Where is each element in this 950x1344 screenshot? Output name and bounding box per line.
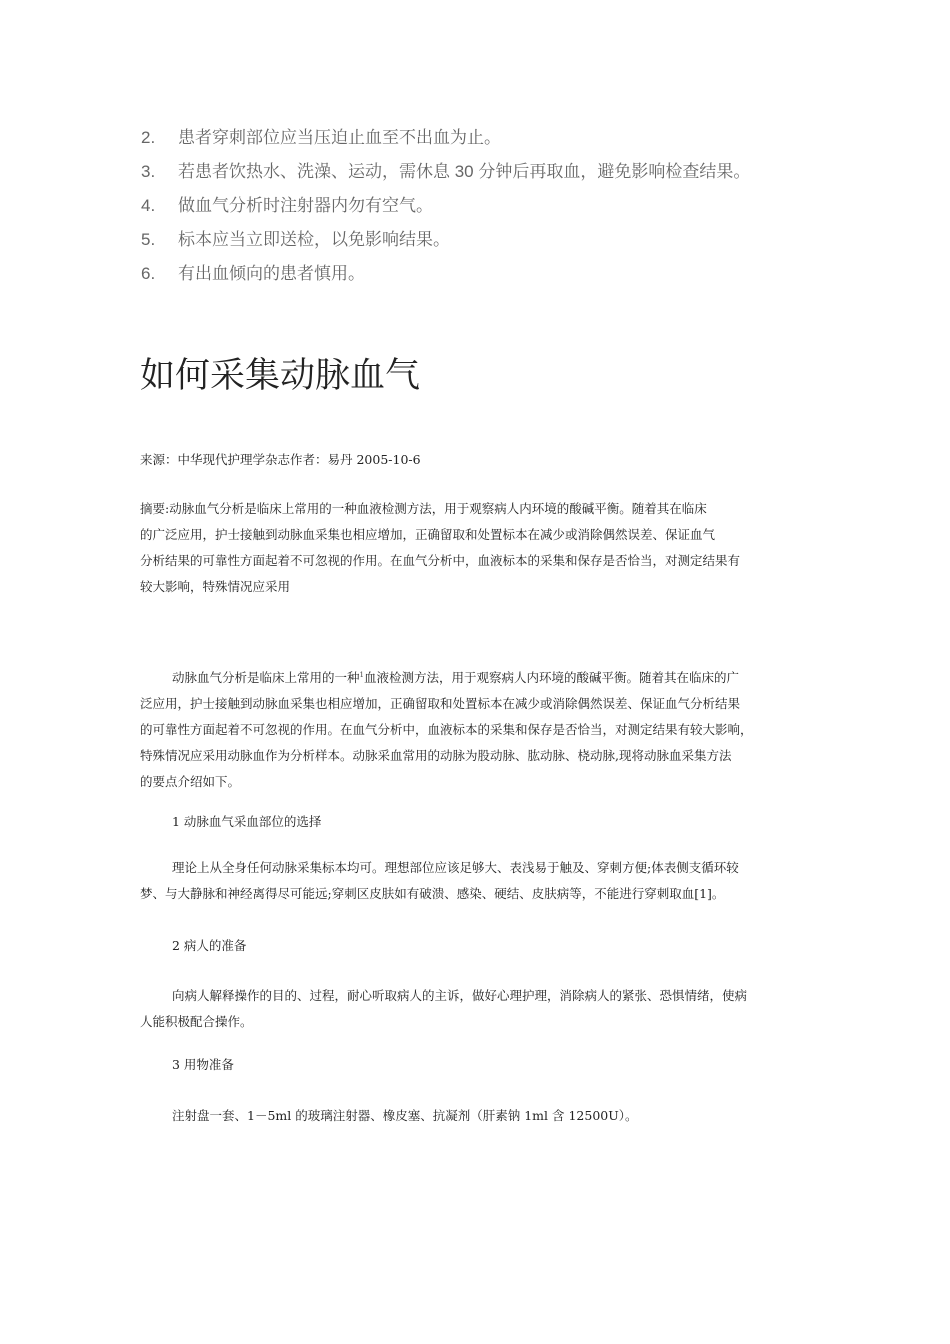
list-text: 做血气分析时注射器内勿有空气。 — [178, 196, 433, 215]
abstract-line: 摘要:动脉血气分析是临床上常用的一种血液检测方法，用于观察病人内环境的酸碱平衡。随着其在临床 — [140, 501, 707, 516]
list-text: 标本应当立即送检，以免影响结果。 — [178, 230, 450, 249]
list-item — [141, 194, 841, 228]
section-paragraph — [140, 1103, 812, 1129]
paragraph-line: 的可靠性方面起着不可忽视的作用。在血气分析中，血液标本的采集和保存是否恰当，对测定结果有较大影响， — [140, 722, 753, 737]
list-item — [141, 160, 841, 194]
section-heading: 2 病人的准备 — [172, 938, 247, 953]
list-text: 若患者饮热水、洗澡、运动，需休息 30 分钟后再取血，避免影响检查结果。 — [178, 162, 751, 181]
paragraph-line: 向病人解释操作的目的、过程，耐心听取病人的主诉，做好心理护理，消除病人的紧张、恐惧情绪，使病 — [172, 988, 748, 1003]
paragraph-line: 理论上从全身任何动脉采集标本均可。理想部位应该足够大、表浅易于触及、穿刺方便;体表侧支循环较 — [172, 860, 739, 875]
paragraph-line: 人能积极配合操作。 — [140, 1014, 253, 1029]
source-line: 来源：中华现代护理学杂志作者：易丹 2005-10-6 — [140, 452, 421, 467]
abstract-line: 较大影响，特殊情况应采用 — [140, 579, 291, 594]
paragraph-line — [140, 662, 812, 691]
list-number: 5. — [141, 230, 156, 249]
abstract-line: 分析结果的可靠性方面起着不可忽视的作用。在血气分析中，血液标本的采集和保存是否恰当，对测定结果有 — [140, 553, 741, 568]
list-item — [141, 228, 841, 262]
paragraph-line: 注射盘一套、1－5ml 的玻璃注射器、橡皮塞、抗凝剂（肝素钠 1ml 含 12500U）。 — [172, 1108, 638, 1123]
list-number: 6. — [141, 264, 156, 283]
section-paragraph — [140, 983, 812, 1035]
footnote-marker: 1 — [359, 671, 364, 679]
list-text: 患者穿刺部位应当压迫止血至不出血为止。 — [178, 128, 501, 147]
section-heading: 1 动脉血气采血部位的选择 — [172, 814, 322, 829]
abstract-line: 的广泛应用，护士接触到动脉血采集也相应增加，正确留取和处置标本在减少或消除偶然误差、保证血气 — [140, 527, 716, 542]
list-text: 有出血倾向的患者慎用。 — [178, 264, 365, 283]
intro-text: 动脉血气分析是临床上常用的一种 — [172, 670, 360, 685]
section-heading: 3 用物准备 — [172, 1057, 234, 1072]
list-item — [141, 262, 841, 296]
paragraph-line: 的要点介绍如下。 — [140, 774, 241, 789]
precautions-list — [141, 126, 841, 296]
list-number: 2. — [141, 128, 156, 147]
paragraph-line: 特殊情况应采用动脉血作为分析样本。动脉采血常用的动脉为股动脉、肱动脉、桡动脉,现将动脉血采集方法 — [140, 748, 732, 763]
list-number: 3. — [141, 162, 156, 181]
intro-paragraph — [140, 662, 812, 795]
list-item — [141, 126, 841, 160]
abstract — [140, 496, 810, 600]
page-title: 如何采集动脉血气 — [140, 356, 421, 396]
intro-text: 血液检测方法，用于观察病人内环境的酸碱平衡。随着其在临床的广 — [363, 670, 739, 685]
list-number: 4. — [141, 196, 156, 215]
paragraph-line: 梦、与大静脉和神经离得尽可能远;穿刺区皮肤如有破溃、感染、硬结、皮肤病等，不能进行穿刺取血[1]。 — [140, 886, 725, 901]
paragraph-line: 泛应用，护士接触到动脉血采集也相应增加，正确留取和处置标本在减少或消除偶然误差、保证血气分析结果 — [140, 696, 741, 711]
section-paragraph — [140, 855, 812, 907]
